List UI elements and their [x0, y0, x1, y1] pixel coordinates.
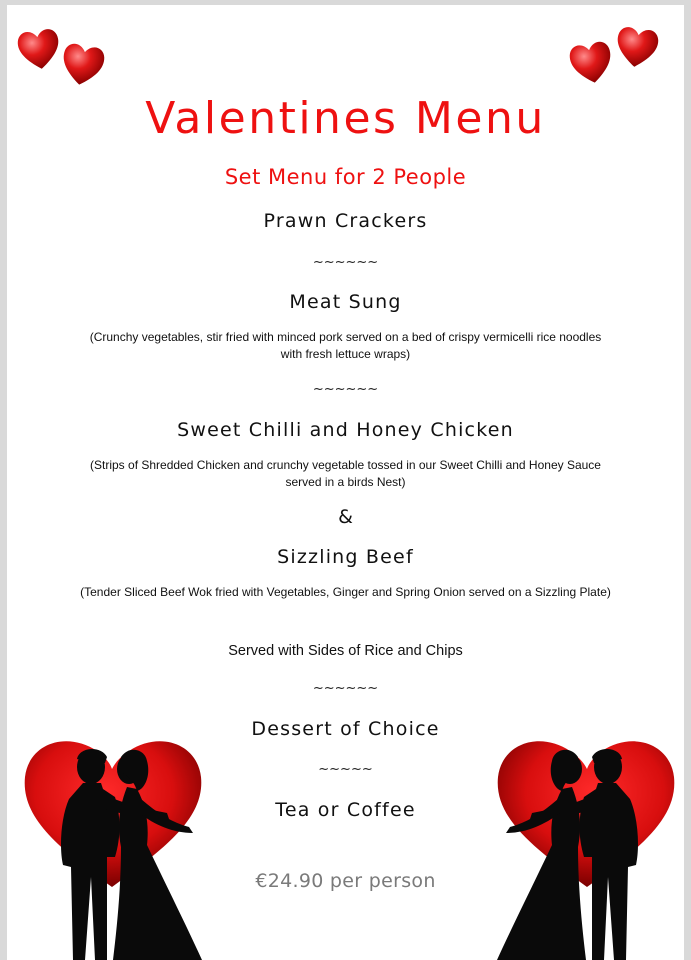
separator: ~~~~~~: [312, 255, 379, 270]
separator: ~~~~~~: [312, 382, 379, 397]
dessert-name: Dessert of Choice: [251, 718, 440, 740]
course-name-sweet-chilli-chicken: Sweet Chilli and Honey Chicken: [177, 419, 514, 441]
kissing-couple-left-icon: [17, 727, 237, 960]
course-name-sizzling-beef: Sizzling Beef: [277, 546, 414, 568]
separator: ~~~~~~: [312, 681, 379, 696]
drink-name: Tea or Coffee: [275, 799, 416, 821]
menu-subtitle: Set Menu for 2 People: [224, 165, 467, 189]
hearts-top-right-icon: [567, 21, 667, 97]
course-description-sizzling-beef: (Tender Sliced Beef Wok fried with Vegetables, Ginger and Spring Onion served on a Sizzling Plate): [80, 585, 611, 599]
course-description-meat-sung: (Crunchy vegetables, stir fried with minced pork served on a bed of crispy vermicelli rice noodles with fresh lettuce wraps): [89, 330, 602, 361]
ampersand: &: [338, 506, 353, 528]
menu-title: Valentines Menu: [145, 93, 546, 144]
menu-page: [7, 5, 684, 960]
separator: ~~~~~: [318, 762, 373, 777]
hearts-top-left-icon: [13, 21, 113, 97]
sides-note: Served with Sides of Rice and Chips: [228, 643, 463, 659]
kissing-couple-right-icon: [462, 727, 682, 960]
course-description-sweet-chilli-chicken: (Strips of Shredded Chicken and crunchy vegetable tossed in our Sweet Chilli and Honey Sauce served in a birds Nest): [90, 458, 601, 489]
course-name-meat-sung: Meat Sung: [289, 291, 402, 313]
starter-name: Prawn Crackers: [263, 210, 428, 232]
price: €24.90 per person: [255, 870, 436, 892]
